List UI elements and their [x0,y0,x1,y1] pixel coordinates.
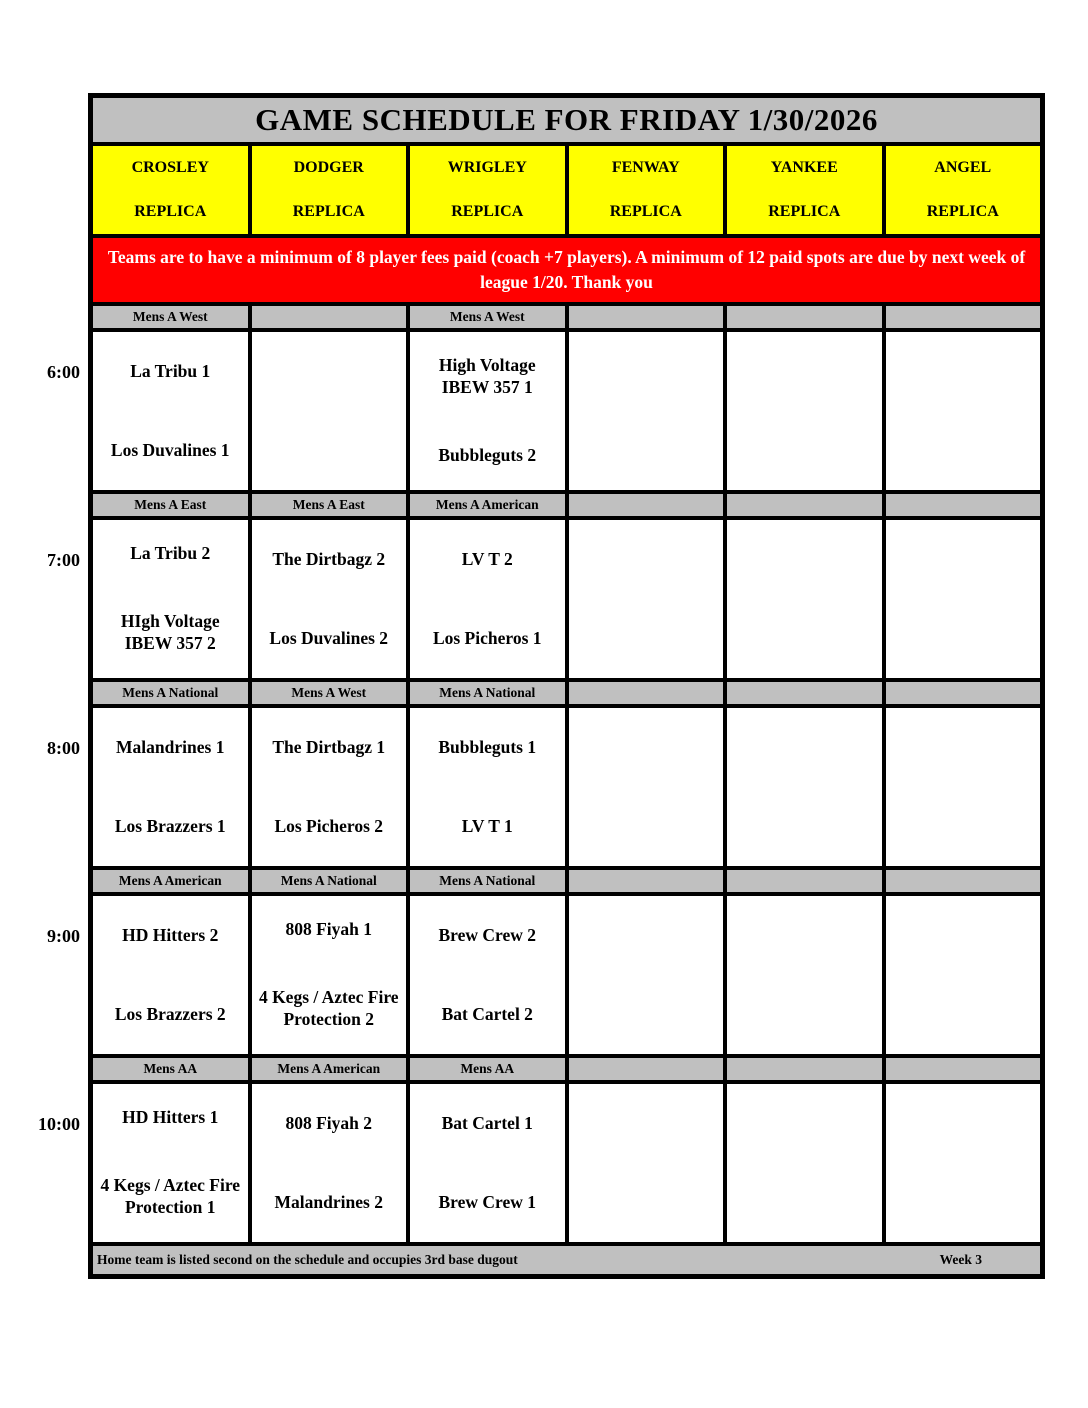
field-header-wrigley [410,146,565,234]
game-cell [886,332,1041,490]
away-team: 808 Fiyah 2 [285,1112,373,1133]
footer-note: Home team is listed second on the schedule and occupies 3rd base dugout [97,1252,518,1267]
division-label: Mens A National [93,682,248,704]
field-name: YANKEE [770,159,838,176]
division-label: Mens A National [410,682,565,704]
away-team: La Tribu 2 [130,543,211,564]
game-cell [252,332,407,490]
field-header-crosley [93,146,248,234]
game-cell [727,896,882,1054]
field-type: REPLICA [768,203,841,220]
home-team: Los Brazzers 1 [114,815,226,836]
field-type: REPLICA [609,203,682,220]
game-cell [886,708,1041,866]
field-type: REPLICA [134,203,207,220]
away-team: LV T 2 [461,548,513,569]
division-label [252,306,407,328]
division-label: Mens A East [93,494,248,516]
home-team: 4 Kegs / Aztec Fire Protection 2 [258,987,399,1030]
home-team: 4 Kegs / Aztec Fire Protection 1 [100,1175,241,1218]
game-cell [252,520,407,678]
division-label: Mens A West [252,682,407,704]
game-cell [886,896,1041,1054]
game-cell [569,708,724,866]
time-label-600: 6:00 [47,362,80,382]
schedule-table [88,93,1045,1279]
game-cell [410,1084,565,1242]
home-team: Los Duvalines 2 [269,627,389,648]
footer-bar [93,1246,1040,1274]
division-label: Mens A National [252,870,407,892]
home-team: Los Picheros 1 [432,627,542,648]
field-header-angel [886,146,1041,234]
notice-banner: Teams are to have a minimum of 8 player fees paid (coach +7 players). A minimum of 12 paid spots are due by next week of league 1/20. Thank you [93,238,1040,302]
home-team: Malandrines 2 [274,1191,383,1212]
field-header-yankee [727,146,882,234]
division-label: Mens AA [410,1058,565,1080]
division-label [569,682,724,704]
game-cell [93,896,248,1054]
game-cell [569,896,724,1054]
game-cell [410,708,565,866]
division-label: Mens A West [93,306,248,328]
game-cell [252,708,407,866]
game-cell [93,332,248,490]
home-team: HIgh Voltage IBEW 357 2 [120,611,220,654]
away-team: La Tribu 1 [130,360,211,381]
field-header-fenway [569,146,724,234]
game-cell [727,332,882,490]
game-cell [727,520,882,678]
week-label: Week 3 [939,1252,982,1267]
game-cell [410,520,565,678]
game-cell [252,896,407,1054]
game-cell [93,708,248,866]
division-label [569,306,724,328]
game-cell [569,332,724,490]
game-cell [569,520,724,678]
time-label-1000: 10:00 [38,1114,80,1134]
field-header-dodger [252,146,407,234]
away-team: Bat Cartel 1 [441,1112,533,1133]
game-cell [410,332,565,490]
division-label [727,306,882,328]
division-label: Mens A East [252,494,407,516]
away-team: HD Hitters 2 [122,924,219,945]
division-label [886,494,1041,516]
away-team: The Dirtbagz 2 [272,548,386,569]
division-label: Mens A American [410,494,565,516]
game-cell [886,520,1041,678]
division-label: Mens A American [252,1058,407,1080]
field-type: REPLICA [451,203,524,220]
time-label-800: 8:00 [47,738,80,758]
division-label: Mens AA [93,1058,248,1080]
division-label [727,682,882,704]
field-name: ANGEL [934,159,992,176]
home-team: Brew Crew 1 [438,1191,537,1212]
division-label [886,682,1041,704]
home-team: Los Picheros 2 [274,815,384,836]
home-team: LV T 1 [461,815,513,836]
division-label [886,1058,1041,1080]
away-team: 808 Fiyah 1 [285,919,373,940]
division-label [727,1058,882,1080]
game-cell [93,1084,248,1242]
game-cell [410,896,565,1054]
division-label: Mens A American [93,870,248,892]
division-label [727,870,882,892]
home-team: Los Duvalines 1 [110,439,230,460]
division-label [569,494,724,516]
division-label: Mens A West [410,306,565,328]
time-label-700: 7:00 [47,550,80,570]
field-name: CROSLEY [131,159,209,176]
away-team: Malandrines 1 [116,736,225,757]
game-cell [727,1084,882,1242]
division-label [886,870,1041,892]
page-title: GAME SCHEDULE FOR FRIDAY 1/30/2026 [93,98,1040,142]
field-name: DODGER [293,159,364,176]
home-team: Bat Cartel 2 [441,1003,533,1024]
division-label: Mens A National [410,870,565,892]
field-name: FENWAY [611,159,680,176]
away-team: High Voltage IBEW 357 1 [438,355,536,397]
game-cell [886,1084,1041,1242]
game-cell [93,520,248,678]
field-name: WRIGLEY [447,159,527,176]
division-label [569,870,724,892]
field-type: REPLICA [292,203,365,220]
away-team: Brew Crew 2 [438,924,537,945]
game-cell [569,1084,724,1242]
division-label [569,1058,724,1080]
away-team: The Dirtbagz 1 [272,736,386,757]
game-cell [727,708,882,866]
away-team: HD Hitters 1 [122,1107,219,1128]
home-team: Los Brazzers 2 [114,1003,226,1024]
home-team: Bubbleguts 2 [438,445,537,466]
division-label [886,306,1041,328]
division-label [727,494,882,516]
away-team: Bubbleguts 1 [438,736,537,757]
field-type: REPLICA [926,203,999,220]
time-label-900: 9:00 [47,926,80,946]
game-cell [252,1084,407,1242]
